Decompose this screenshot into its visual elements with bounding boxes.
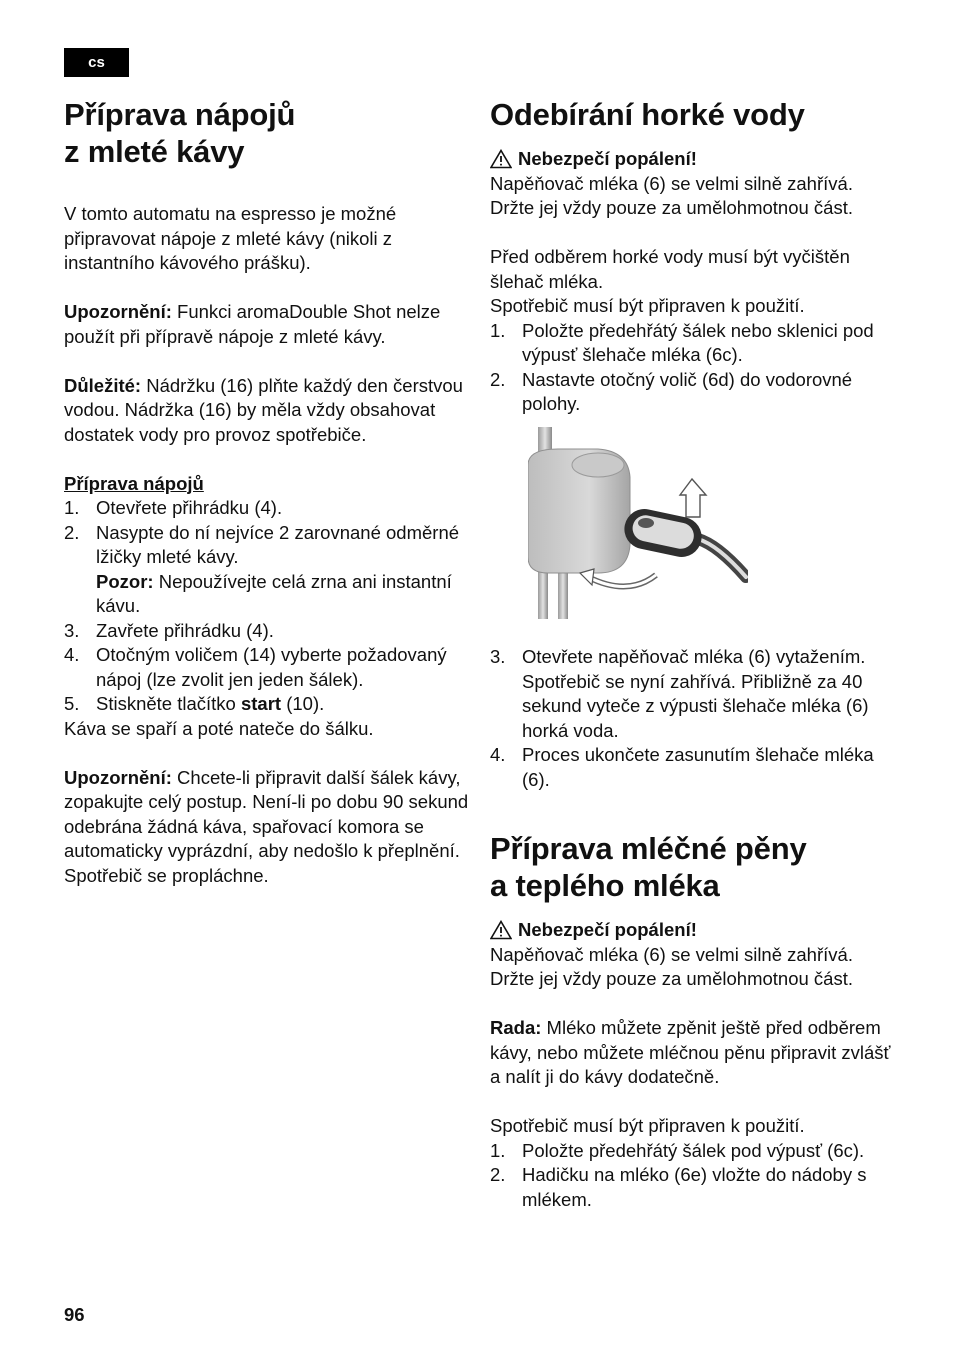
note-next-cup	[64, 766, 469, 889]
tip-paragraph	[490, 1016, 900, 1090]
step-number: 4.	[64, 644, 80, 665]
hot-water-steps-b	[490, 645, 900, 792]
step-number: 2.	[64, 521, 80, 543]
step-number: 3.	[490, 646, 506, 667]
step-text: Otevřete přihrádku (4).	[96, 497, 283, 518]
step-item	[64, 619, 469, 644]
subheading-preparation: Příprava nápojů	[64, 472, 204, 494]
step-number: 2.	[490, 1164, 506, 1185]
step-number: 2.	[490, 368, 506, 390]
important-text: Nádržku (16) plňte každý den čerstvou vodou. Nádržka (16) by měla vždy obsahovat dostatek vody pro provoz spotřebiče.	[64, 374, 463, 445]
intro-paragraph: V tomto automatu na espresso je možné připravovat nápoje z mleté kávy (nikoli z instantního kávového prášku).	[64, 203, 397, 273]
title-line-1: Příprava nápojů	[64, 97, 296, 132]
caution-text: Nepoužívejte celá zrna ani instantní kávu.	[96, 570, 452, 616]
step-text: Položte předehřátý šálek pod výpusť (6c).	[522, 1139, 865, 1161]
danger-text: Napěňovač mléka (6) se velmi silně zahřívá. Držte jej vždy pouze za umělohmotnou část.	[490, 943, 853, 989]
note-text: Funkci aromaDouble Shot nelze použít při přípravě nápoje z mleté kávy.	[64, 301, 441, 347]
precondition-ready: Spotřebič musí být připraven k použití.	[490, 1115, 805, 1136]
warning-triangle-icon	[490, 920, 512, 940]
note-label: Upozornění:	[64, 301, 172, 322]
danger-warning	[490, 147, 900, 172]
step-item	[490, 1163, 900, 1212]
step-number: 5.	[64, 693, 80, 714]
title-line-2: z mleté kávy	[64, 134, 245, 169]
left-column	[64, 96, 469, 888]
precondition-clean: Před odběrem horké vody musí být vyčištěn šlehač mléka.	[490, 246, 850, 292]
step-number: 3.	[64, 619, 80, 641]
danger-label: Nebezpečí popálení!	[518, 919, 697, 940]
danger-warning	[490, 918, 900, 943]
title-line-2: a teplého mléka	[490, 868, 720, 903]
step-item	[490, 1139, 900, 1164]
tip-text: Mléko můžete zpěnit ještě před odběrem kávy, nebo můžete mléčnou pěnu připravit zvlášť a nalít ji do kávy dodatečně.	[490, 1017, 891, 1087]
right-column	[490, 96, 900, 1212]
step-item	[64, 496, 469, 521]
page-number: 96	[64, 1304, 85, 1325]
warning-triangle-icon	[490, 149, 512, 169]
step-number: 1.	[490, 1139, 506, 1161]
milk-foam-steps	[490, 1139, 900, 1213]
note-text: Chcete-li připravit další šálek kávy, zopakujte celý postup. Není-li po dobu 90 sekund odebrána žádná káva, spařovací komora se automaticky vyprázdní, aby nedošlo k přeplnění. Spotřebič se propláchne.	[64, 766, 469, 886]
step-item	[490, 319, 900, 368]
step-text: Nastavte otočný volič (6d) do vodorovné polohy.	[522, 368, 853, 414]
step-text: Položte předehřátý šálek nebo sklenici pod výpusť šlehače mléka (6c).	[522, 319, 874, 365]
preparation-steps	[64, 496, 469, 717]
tip-label: Rada:	[490, 1017, 542, 1038]
step-text: Stiskněte tlačítko	[96, 693, 241, 714]
step-number: 1.	[490, 319, 506, 341]
note-aroma-double-shot	[64, 300, 469, 349]
caution-label: Pozor:	[96, 570, 154, 592]
step-item	[490, 743, 900, 792]
step-item	[490, 645, 900, 743]
language-tag: cs	[64, 48, 129, 77]
danger-label: Nebezpečí popálení!	[518, 148, 697, 169]
step-item	[64, 692, 469, 717]
important-note	[64, 374, 469, 448]
step-item	[64, 643, 469, 692]
title-line-1: Příprava mléčné pěny	[490, 831, 807, 866]
step-number: 4.	[490, 744, 506, 765]
step-text: Otevřete napěňovač mléka (6) vytažením. Spotřebič se nyní zahřívá. Přibližně za 40 sekund vyteče z výpusti šlehače mléka (6) horká voda.	[522, 646, 869, 741]
step-text: Proces ukončete zasunutím šlehače mléka (6).	[522, 744, 874, 790]
start-button-label: start	[240, 693, 282, 714]
step-text: Zavřete přihrádku (4).	[96, 619, 274, 641]
hot-water-steps-a	[490, 319, 900, 417]
step-item	[64, 521, 469, 619]
section-title-ground-coffee	[64, 96, 469, 170]
note-label: Upozornění:	[64, 766, 172, 788]
step-number: 1.	[64, 497, 80, 518]
important-label: Důležité:	[64, 374, 142, 396]
step-text: Hadičku na mléko (6e) vložte do nádoby s mlékem.	[522, 1164, 867, 1210]
step-text: Otočným voličem (14) vyberte požadovaný nápoj (lze zvolit jen jeden šálek).	[96, 644, 447, 690]
step-text: (10).	[281, 693, 325, 714]
section-title-milk-foam	[490, 830, 900, 904]
milk-frother-illustration	[528, 427, 748, 619]
step-item	[490, 368, 900, 417]
step-text: Nasypte do ní nejvíce 2 zarovnané odměrné lžičky mleté kávy.	[96, 521, 460, 567]
precondition-ready: Spotřebič musí být připraven k použití.	[490, 295, 805, 316]
danger-text: Napěňovač mléka (6) se velmi silně zahřívá. Držte jej vždy pouze za umělohmotnou část.	[490, 172, 853, 218]
section-title-hot-water: Odebírání horké vody	[490, 97, 805, 132]
after-steps-text: Káva se spaří a poté nateče do šálku.	[64, 717, 374, 739]
